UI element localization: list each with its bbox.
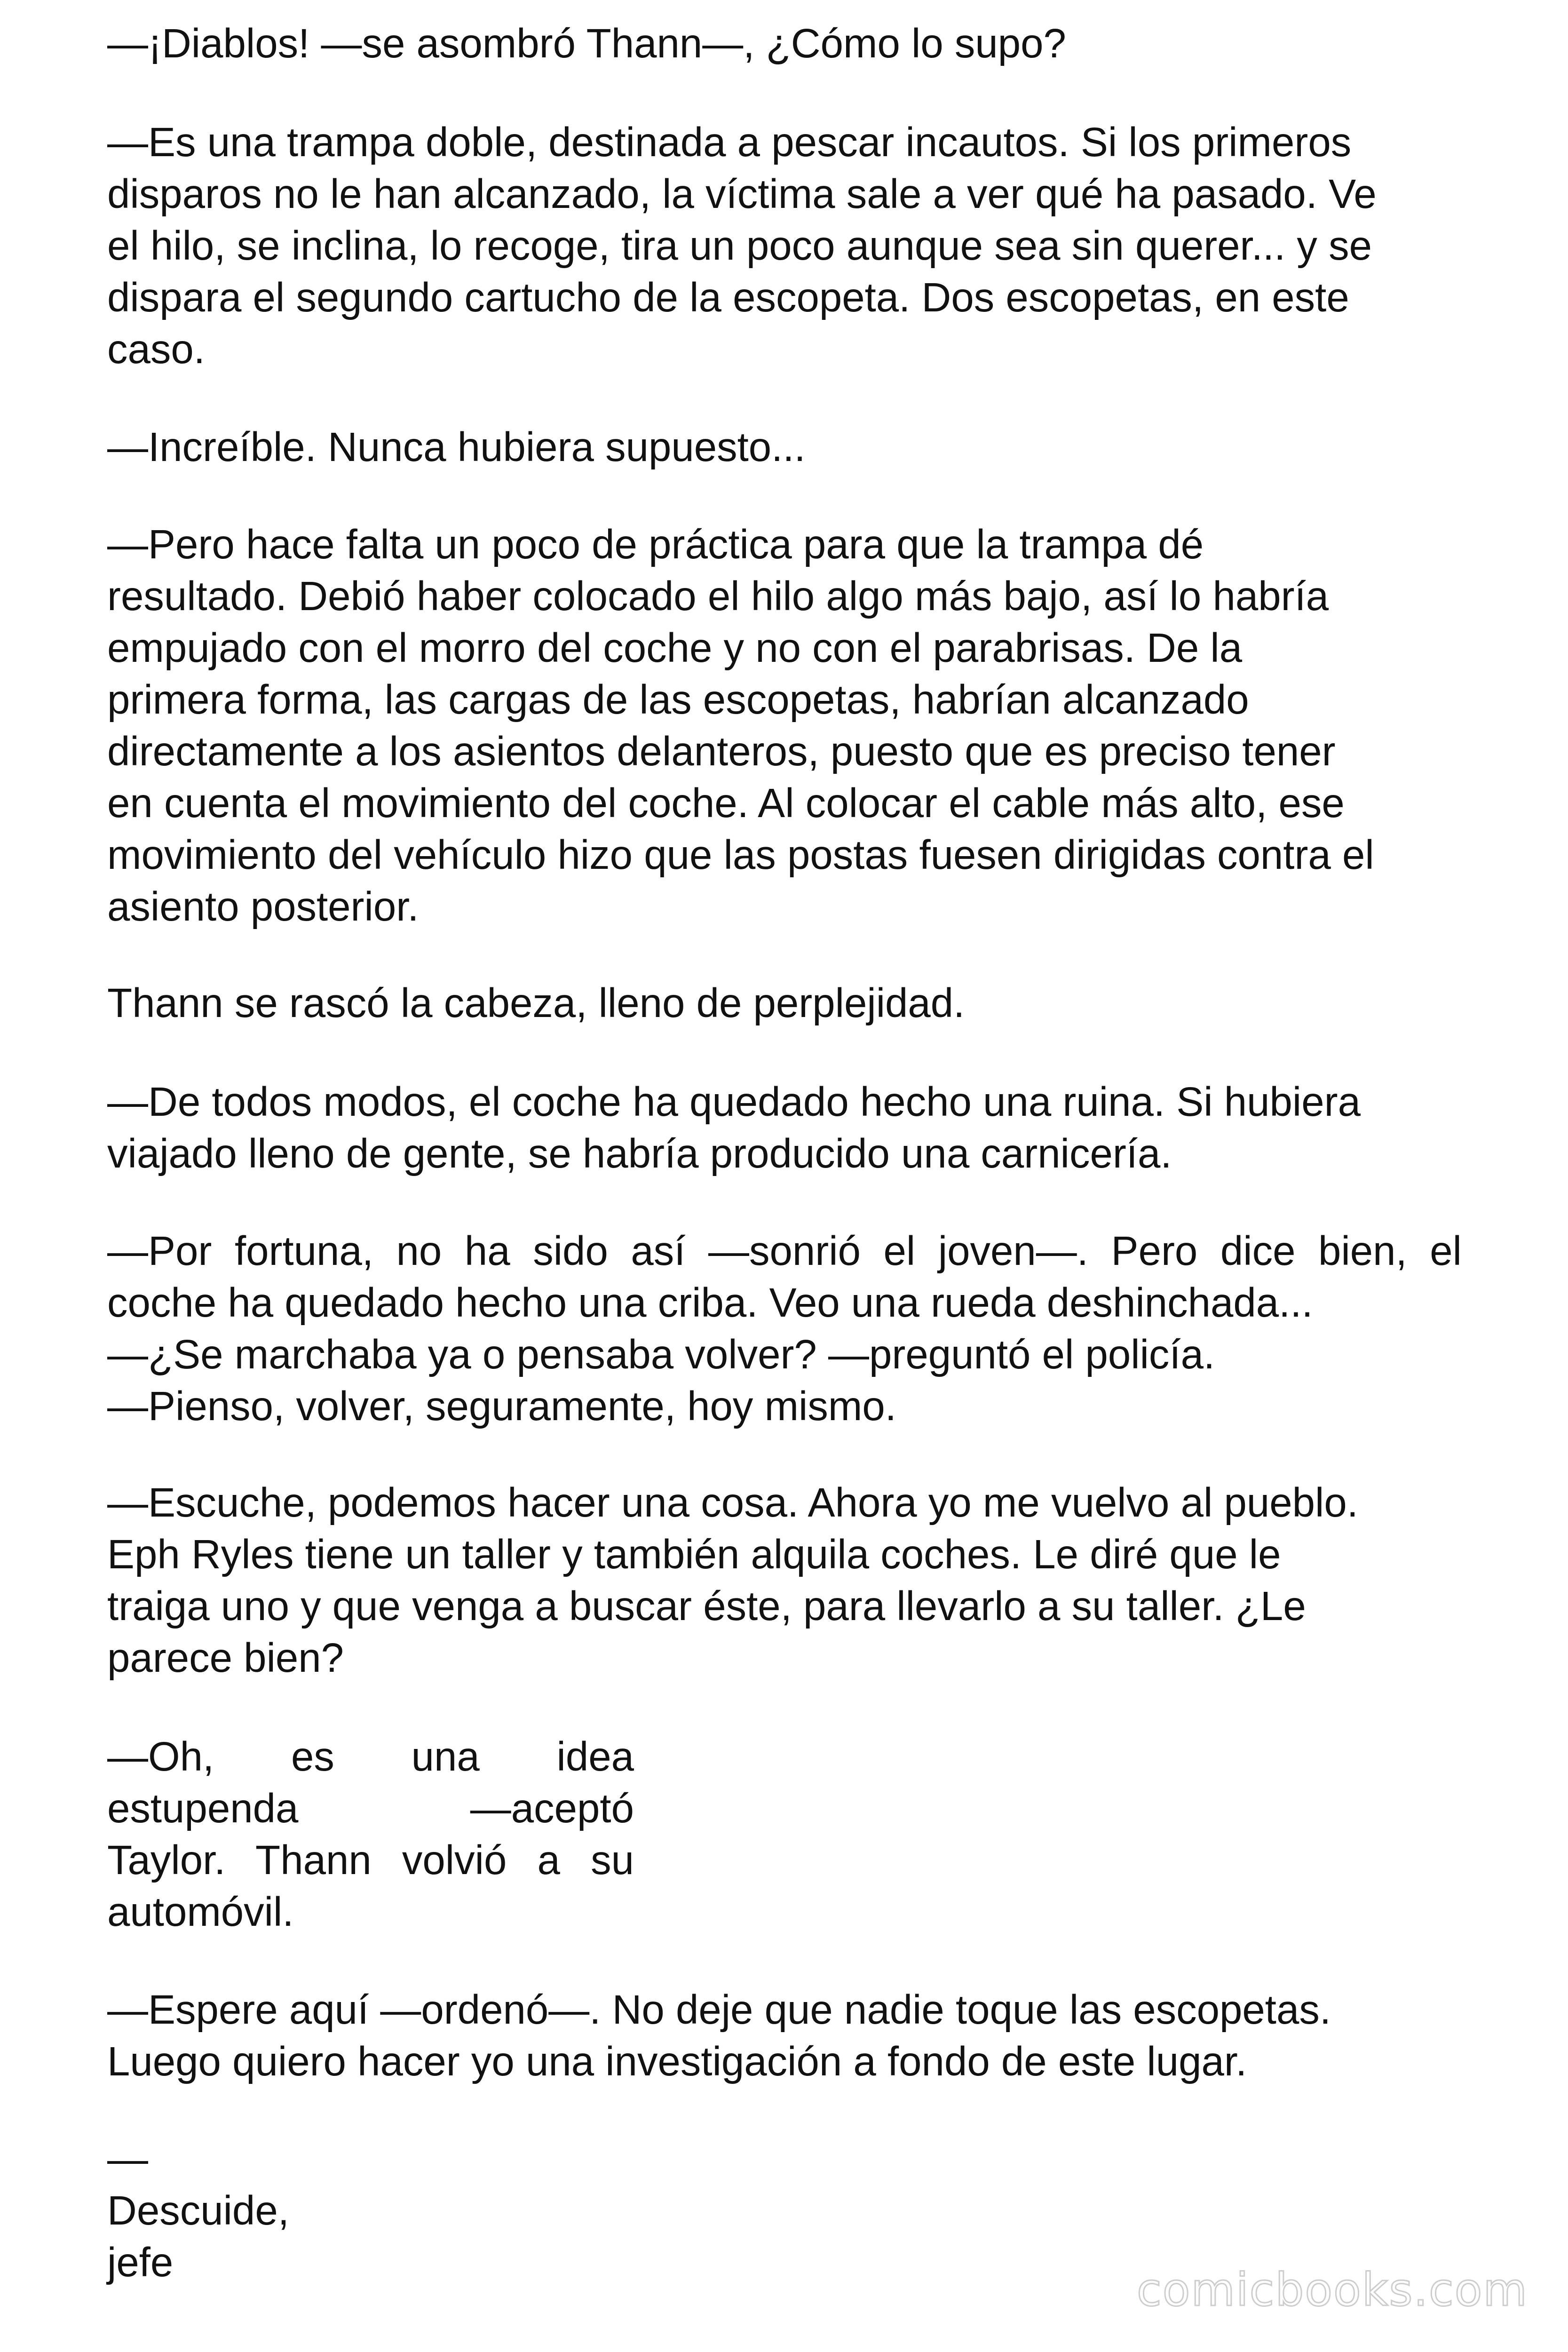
paragraph-4 (107, 519, 1462, 933)
text-line: jefe (107, 2240, 174, 2285)
text-line: primera forma, las cargas de las escopetas, habrían alcanzado (107, 677, 1249, 723)
text-line: asiento posterior. (107, 884, 419, 930)
text-line: —Oh, es una idea (107, 1734, 634, 1780)
text-line: Descuide, (107, 2188, 289, 2233)
text-line: traiga uno y que venga a buscar éste, para llevarlo a su taller. ¿Le (107, 1583, 1306, 1629)
paragraph-3 (107, 421, 806, 473)
text-line: resultado. Debió haber colocado el hilo algo más bajo, así lo habría (107, 573, 1329, 619)
text-line: —Increíble. Nunca hubiera supuesto... (107, 424, 806, 470)
text-line: movimiento del vehículo hizo que las postas fuesen dirigidas contra el (107, 832, 1374, 878)
text-line: directamente a los asientos delanteros, puesto que es preciso tener (107, 729, 1336, 774)
text-line: en cuenta el movimiento del coche. Al colocar el cable más alto, ese (107, 780, 1345, 826)
paragraph-8 (107, 1477, 1462, 1684)
text-line: estupenda —aceptó (107, 1786, 634, 1831)
text-line: el hilo, se inclina, lo recoge, tira un poco aunque sea sin querer... y se (107, 223, 1372, 269)
text-line: dispara el segundo cartucho de la escopeta. Dos escopetas, en este (107, 275, 1349, 320)
text-line: —¿Se marchaba ya o pensaba volver? —preguntó el policía. (107, 1332, 1215, 1377)
text-line: —Espere aquí —ordenó—. No deje que nadie toque las escopetas. (107, 1987, 1331, 2033)
text-line: —Pienso, volver, seguramente, hoy mismo. (107, 1383, 896, 1429)
text-line: coche ha quedado hecho una criba. Veo una rueda deshinchada... (107, 1280, 1313, 1326)
text-line: disparos no le han alcanzado, la víctima sale a ver qué ha pasado. Ve (107, 171, 1377, 217)
text-line: parece bien? (107, 1635, 344, 1681)
text-line: —Por fortuna, no ha sido así —sonrió el joven—. Pero dice bien, el (107, 1228, 1462, 1274)
paragraph-10 (107, 1984, 1462, 2088)
paragraph-2 (107, 117, 1462, 375)
text-line: —Escuche, podemos hacer una cosa. Ahora yo me vuelvo al pueblo. (107, 1480, 1358, 1526)
paragraph-9 (107, 1731, 634, 1938)
text-line: —De todos modos, el coche ha quedado hecho una ruina. Si hubiera (107, 1079, 1361, 1125)
text-line: viajado lleno de gente, se habría producido una carnicería. (107, 1131, 1172, 1176)
text-line: Luego quiero hacer yo una investigación a fondo de este lugar. (107, 2039, 1247, 2084)
text-line: —¡Diablos! —se asombró Thann—, ¿Cómo lo supo? (107, 21, 1066, 66)
text-line: — (107, 2136, 148, 2182)
text-line: —Pero hace falta un poco de práctica para que la trampa dé (107, 522, 1204, 567)
text-line: Eph Ryles tiene un taller y también alquila coches. Le diré que le (107, 1532, 1281, 1577)
text-line: empujado con el morro del coche y no con el parabrisas. De la (107, 625, 1243, 671)
text-line: —Es una trampa doble, destinada a pescar incautos. Si los primeros (107, 119, 1352, 165)
paragraph-1 (107, 18, 1066, 70)
text-line: Taylor. Thann volvió a su (107, 1837, 634, 1883)
text-line: Thann se rascó la cabeza, lleno de perplejidad. (107, 980, 965, 1026)
text-line: caso. (107, 326, 205, 372)
paragraph-5 (107, 977, 965, 1029)
paragraph-6 (107, 1076, 1462, 1180)
paragraph-7 (107, 1225, 1462, 1432)
text-line: automóvil. (107, 1889, 294, 1935)
paragraph-11 (107, 2133, 289, 2288)
watermark: comicbooks.com (1136, 2264, 1528, 2316)
